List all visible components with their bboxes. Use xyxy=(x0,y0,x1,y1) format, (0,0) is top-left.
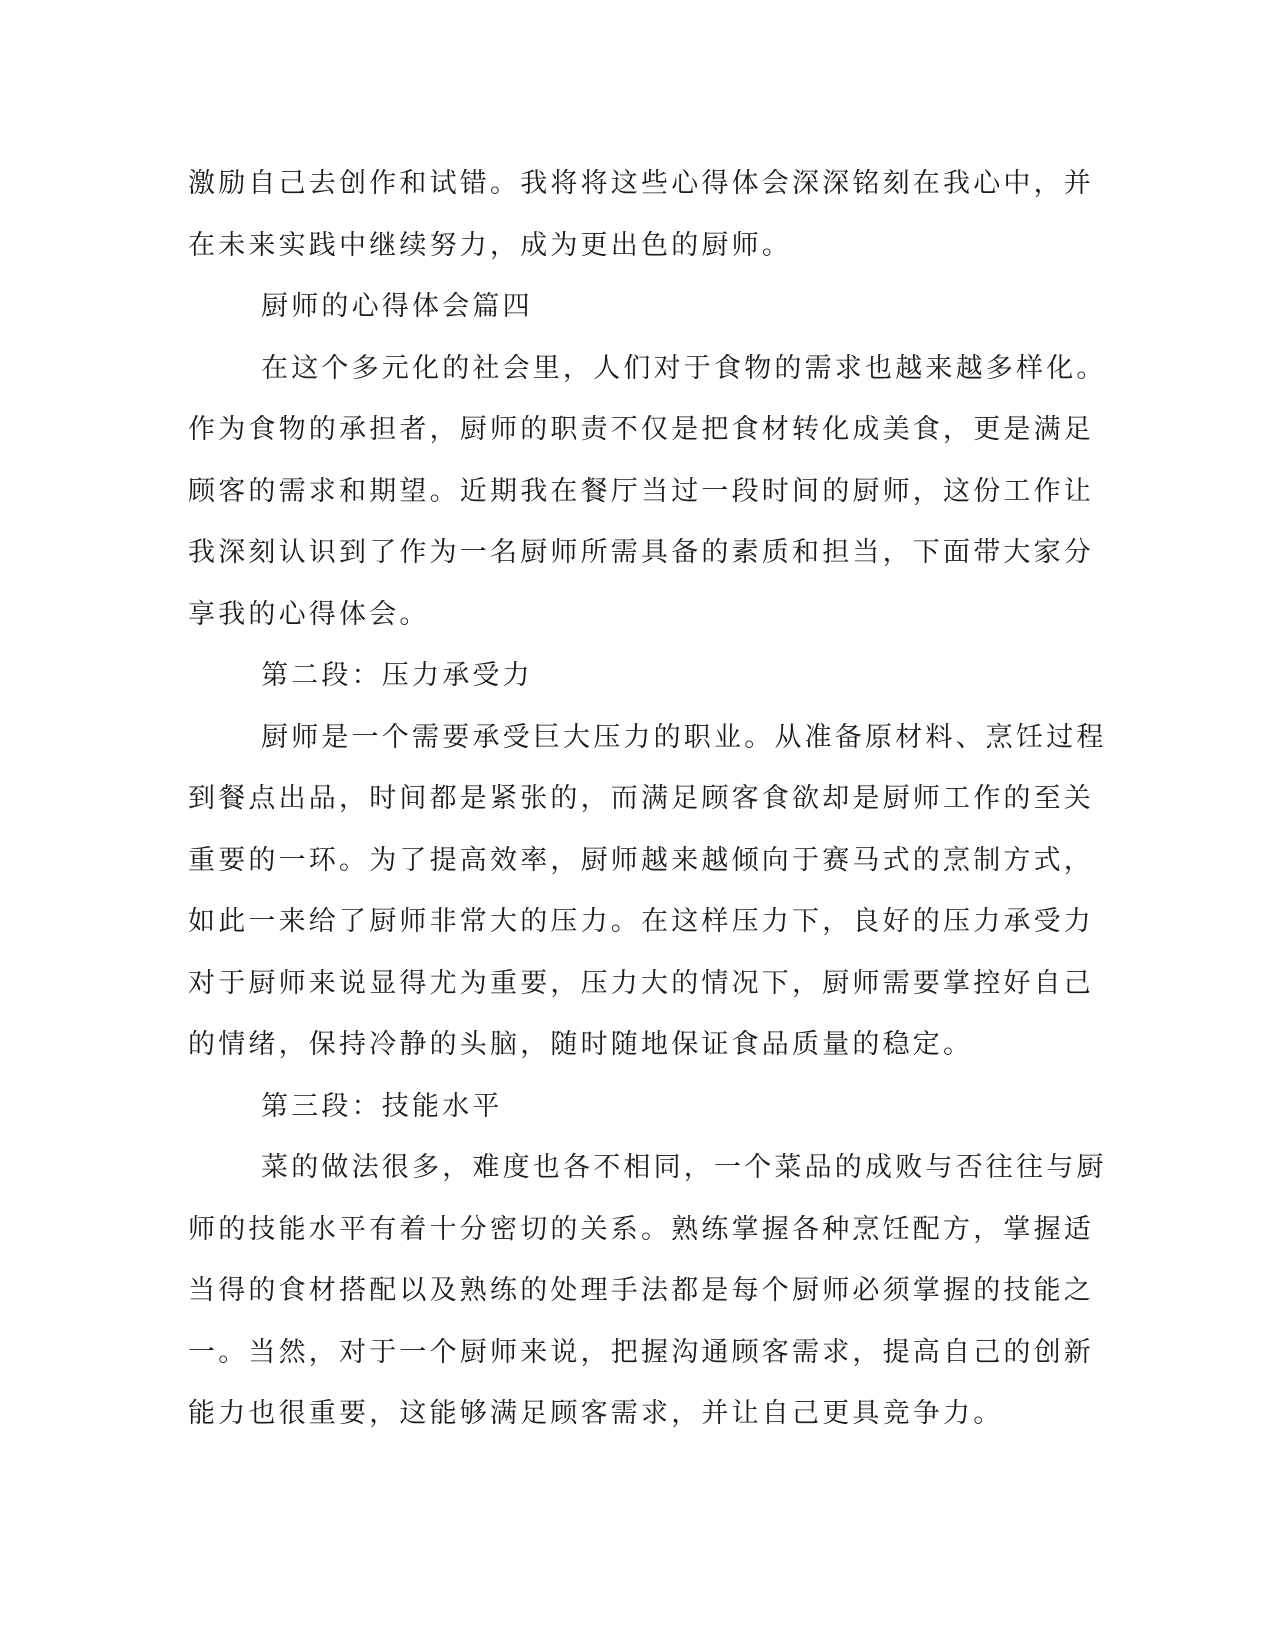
document-page xyxy=(188,153,1107,1445)
text-line: 在未来实践中继续努力，成为更出色的厨师。 xyxy=(188,229,792,261)
text-line: 作为食物的承担者，厨师的职责不仅是把食材转化成美食，更是满足 xyxy=(188,414,1094,445)
text-line: 能力也很重要，这能够满足顾客需求，并让自己更具竞争力。 xyxy=(188,1398,1004,1429)
text-line: 我深刻认识到了作为一名厨师所需具备的素质和担当，下面带大家分 xyxy=(188,537,1094,568)
text-line: 当得的食材搭配以及熟练的处理手法都是每个厨师必须掌握的技能之 xyxy=(188,1275,1094,1306)
text-line: 到餐点出品，时间都是紧张的，而满足顾客食欲却是厨师工作的至关 xyxy=(188,783,1094,814)
text-line: 享我的心得体会。 xyxy=(188,598,430,630)
text-line: 重要的一环。为了提高效率，厨师越来越倾向于赛马式的烹制方式， xyxy=(188,844,1094,876)
text-line: 如此一来给了厨师非常大的压力。在这样压力下，良好的压力承受力 xyxy=(188,906,1094,937)
text-line: 菜的做法很多，难度也各不相同，一个菜品的成败与否往往与厨 xyxy=(261,1152,1107,1183)
text-line: 第二段：压力承受力 xyxy=(261,660,533,691)
text-line: 顾客的需求和期望。近期我在餐厅当过一段时间的厨师，这份工作让 xyxy=(188,475,1094,507)
text-line: 在这个多元化的社会里，人们对于食物的需求也越来越多样化。 xyxy=(261,352,1107,384)
text-line: 对于厨师来说显得尤为重要，压力大的情况下，厨师需要掌控好自己 xyxy=(188,967,1094,999)
text-line: 厨师是一个需要承受巨大压力的职业。从准备原材料、烹饪过程 xyxy=(261,721,1107,753)
text-line: 一。当然，对于一个厨师来说，把握沟通顾客需求，提高自己的创新 xyxy=(188,1336,1094,1368)
text-line: 激励自己去创作和试错。我将将这些心得体会深深铭刻在我心中，并 xyxy=(188,168,1094,199)
text-line: 厨师的心得体会篇四 xyxy=(261,291,533,322)
text-line: 的情绪，保持冷静的头脑，随时随地保证食品质量的稳定。 xyxy=(188,1029,974,1060)
text-line: 师的技能水平有着十分密切的关系。熟练掌握各种烹饪配方，掌握适 xyxy=(188,1213,1094,1245)
text-line: 第三段：技能水平 xyxy=(261,1090,503,1122)
